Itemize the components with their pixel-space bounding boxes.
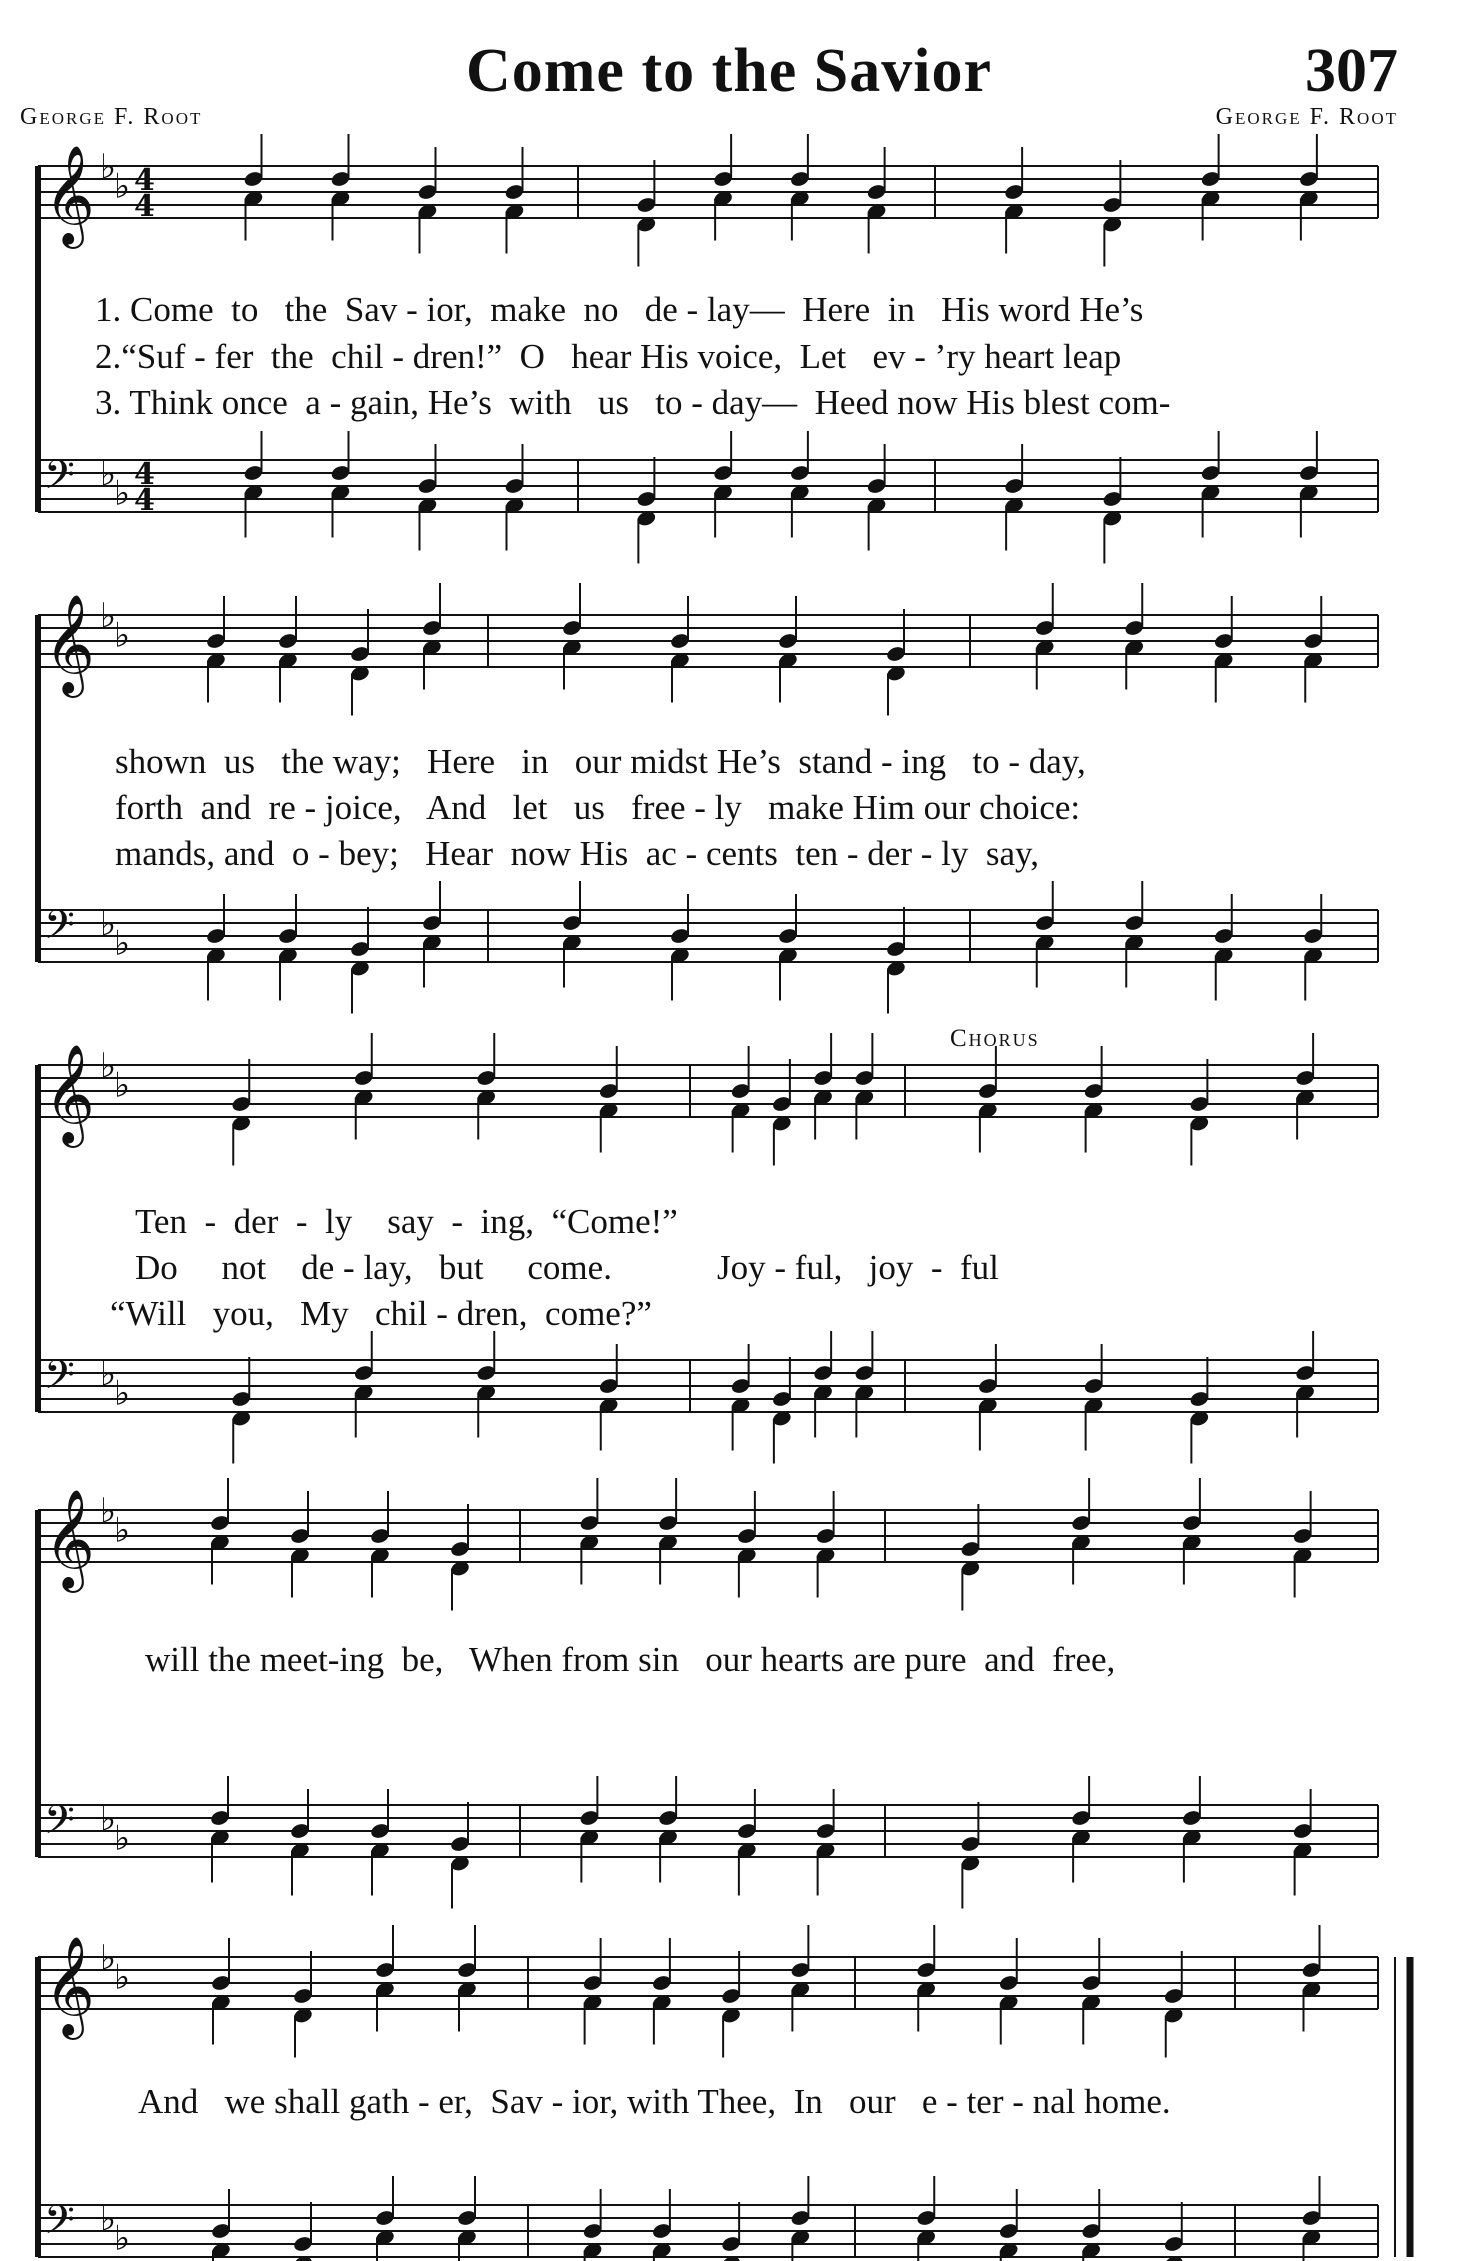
- bass-clef: 𝄢: [44, 1797, 75, 1853]
- flat-sign: ♭: [114, 1065, 131, 1106]
- bass-clef: 𝄢: [44, 2197, 75, 2253]
- flat-sign: ♭: [114, 923, 131, 964]
- hymn-number: 307: [1305, 37, 1398, 105]
- bass-clef: 𝄢: [44, 902, 75, 958]
- treble-clef: 𝄞: [44, 1044, 95, 1144]
- flat-sign: ♭: [100, 1938, 117, 1978]
- lyric-s3-v2: Do not de - lay, but come. Joy - ful, joy - ful: [135, 1248, 999, 1287]
- lyric-s1-v3: 3. Think once a - gain, He’s with us to - day— Heed now His blest com-: [95, 383, 1171, 422]
- flat-sign: ♭: [100, 1046, 117, 1086]
- flat-sign: ♭: [114, 166, 131, 207]
- bass-clef: 𝄢: [44, 1352, 75, 1408]
- lyric-s2-v3: mands, and o - bey; Hear now His ac - cents ten - der - ly say,: [115, 834, 1039, 873]
- lyric-s1-v1: 1. Come to the Sav - ior, make no de - lay— Here in His word He’s: [95, 290, 1144, 329]
- flat-sign: ♭: [114, 1373, 131, 1414]
- hymn-title: Come to the Savior: [466, 37, 992, 105]
- words-credit: George F. Root: [20, 104, 203, 130]
- treble-clef: 𝄞: [44, 1489, 95, 1589]
- lyric-s2-v1: shown us the way; Here in our midst He’s stand - ing to - day,: [115, 742, 1086, 781]
- flat-sign: ♭: [114, 1957, 131, 1998]
- lyric-s2-v2: forth and re - joice, And let us free - ly make Him our choice:: [115, 788, 1081, 827]
- flat-sign: ♭: [100, 1799, 117, 1839]
- lyric-s1-v2: 2.“Suf - fer the chil - dren!” O hear His voice, Let ev - ’ry heart leap: [95, 337, 1122, 376]
- flat-sign: ♭: [114, 1818, 131, 1859]
- lyric-s5-v1: And we shall gath - er, Sav - ior, with Thee, In our e - ter - nal home.: [138, 2082, 1171, 2121]
- flat-sign: ♭: [114, 615, 131, 656]
- flat-sign: ♭: [100, 147, 117, 187]
- flat-sign: ♭: [114, 473, 131, 514]
- music-credit: George F. Root: [1215, 104, 1398, 130]
- flat-sign: ♭: [100, 454, 117, 494]
- time-signature: 4: [134, 457, 155, 492]
- treble-clef: 𝄞: [44, 594, 95, 694]
- flat-sign: ♭: [114, 1510, 131, 1551]
- flat-sign: ♭: [100, 2199, 117, 2239]
- lyric-s3-v1: Ten - der - ly say - ing, “Come!”: [135, 1202, 678, 1241]
- treble-clef: 𝄞: [44, 1936, 95, 2036]
- chorus-label: Chorus: [950, 1025, 1040, 1052]
- treble-clef: 𝄞: [44, 145, 95, 245]
- flat-sign: ♭: [100, 904, 117, 944]
- time-signature: 4: [134, 189, 155, 224]
- bass-clef: 𝄢: [44, 452, 75, 508]
- flat-sign: ♭: [100, 596, 117, 636]
- time-signature: 4: [134, 483, 155, 518]
- flat-sign: ♭: [100, 1491, 117, 1531]
- lyric-s3-v3: “Will you, My chil - dren, come?”: [110, 1294, 652, 1333]
- time-signature: 4: [134, 163, 155, 198]
- flat-sign: ♭: [114, 2218, 131, 2259]
- lyric-s4-v1: will the meet-ing be, When from sin our hearts are pure and free,: [145, 1640, 1116, 1679]
- flat-sign: ♭: [100, 1354, 117, 1394]
